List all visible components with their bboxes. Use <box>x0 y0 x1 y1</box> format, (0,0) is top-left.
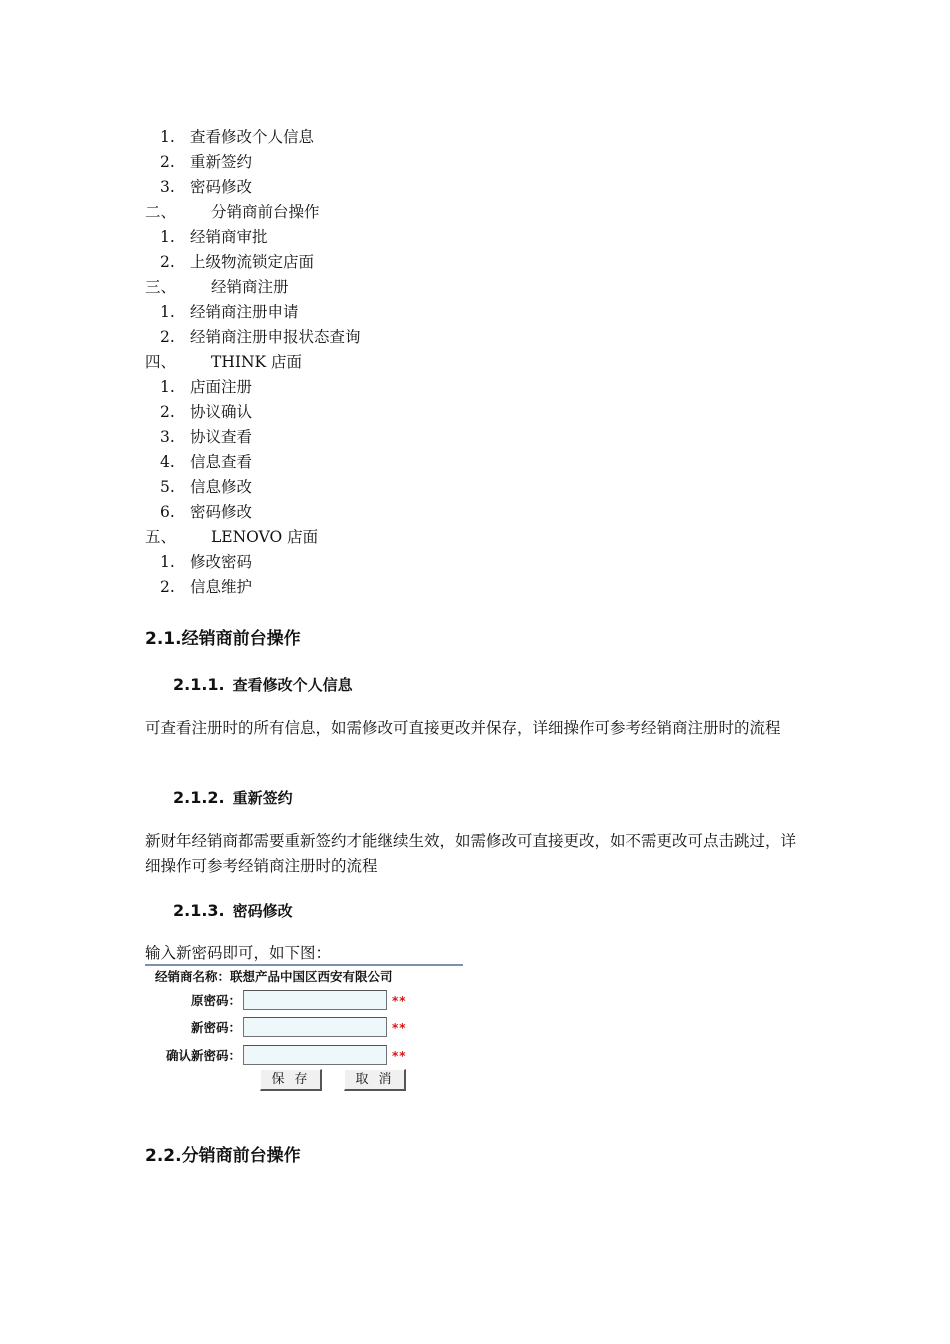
form-divider <box>145 964 463 966</box>
toc-item-label: 信息维护 <box>190 578 253 596</box>
confirm-password-label: 确认新密码： <box>165 1048 241 1063</box>
toc-item-label: 查看修改个人信息 <box>190 128 315 146</box>
toc-item-number: 3. <box>160 428 175 446</box>
cancel-button[interactable]: 取消 <box>344 1069 406 1091</box>
heading-2-1 <box>145 624 301 649</box>
old-password-row <box>145 990 463 1014</box>
toc-item-label: 密码修改 <box>190 178 253 196</box>
toc-section-number: 三、 <box>145 278 177 296</box>
save-button[interactable]: 保存 <box>260 1069 322 1091</box>
dealer-name-value: 联想产品中国区西安有限公司 <box>230 969 393 984</box>
toc-item-label: 店面注册 <box>190 378 253 396</box>
heading-number: 2.1.3. <box>173 901 225 920</box>
toc-item-label: 协议确认 <box>190 403 253 421</box>
toc-item-number: 2. <box>160 153 175 171</box>
dealer-name-label: 经销商名称： <box>155 969 231 984</box>
toc-item-label: 上级物流锁定店面 <box>190 253 315 271</box>
toc-section-number: 二、 <box>145 203 177 221</box>
confirm-password-row <box>145 1045 463 1069</box>
toc-item-label: 信息查看 <box>190 453 253 471</box>
toc-item-number: 4. <box>160 453 175 471</box>
toc-section-title: LENOVO 店面 <box>211 528 319 546</box>
old-password-input[interactable] <box>243 990 387 1010</box>
paragraph-2-1-2: 新财年经销商都需要重新签约才能继续生效，如需修改可直接更改，如不需更改可点击跳过，详细操作可参考经销商注册时的流程 <box>145 832 797 875</box>
toc-item-number: 5. <box>160 478 175 496</box>
toc-item-label: 密码修改 <box>190 503 253 521</box>
heading-number: 2.1.1. <box>173 675 225 694</box>
required-marker: ** <box>392 1049 407 1063</box>
paragraph-2-1-3: 输入新密码即可，如下图： <box>145 944 332 962</box>
old-password-label: 原密码： <box>190 993 241 1008</box>
heading-title: 查看修改个人信息 <box>232 676 353 694</box>
heading-title: 密码修改 <box>232 902 293 920</box>
heading-title: 经销商前台操作 <box>181 629 301 649</box>
toc-item-number: 1. <box>160 128 175 146</box>
toc-item-number: 6. <box>160 503 175 521</box>
heading-2-1-1 <box>173 674 353 695</box>
heading-2-2 <box>145 1141 301 1166</box>
heading-2-1-3 <box>173 900 293 921</box>
dealer-name-row <box>155 967 393 985</box>
required-marker: ** <box>392 1021 407 1035</box>
toc-item-number: 3. <box>160 178 175 196</box>
required-marker: ** <box>392 994 407 1008</box>
heading-number: 2.1.2. <box>173 788 225 807</box>
toc-section-title: 经销商注册 <box>211 278 289 296</box>
toc-item-label: 重新签约 <box>190 153 253 171</box>
heading-number: 2.1. <box>145 629 182 649</box>
new-password-row <box>145 1017 463 1041</box>
password-change-form <box>145 964 463 1096</box>
toc-item-label: 经销商注册申报状态查询 <box>190 328 361 346</box>
toc-section-title: 分销商前台操作 <box>211 203 320 221</box>
toc-section-number: 五、 <box>145 528 177 546</box>
confirm-password-input[interactable] <box>243 1045 387 1065</box>
toc-item-number: 2. <box>160 403 175 421</box>
toc-item-label: 修改密码 <box>190 553 253 571</box>
toc-item-number: 1. <box>160 228 175 246</box>
heading-number: 2.2. <box>145 1146 182 1166</box>
heading-title: 重新签约 <box>232 789 293 807</box>
toc-item-number: 2. <box>160 578 175 596</box>
toc-item-number: 1. <box>160 553 175 571</box>
new-password-label: 新密码： <box>190 1020 241 1035</box>
new-password-input[interactable] <box>243 1017 387 1037</box>
toc-item-label: 经销商注册申请 <box>190 303 299 321</box>
toc-item-number: 2. <box>160 328 175 346</box>
heading-2-1-2 <box>173 787 293 808</box>
toc-item-label: 协议查看 <box>190 428 253 446</box>
toc-section-title: THINK 店面 <box>211 353 303 371</box>
paragraph-2-1-1: 可查看注册时的所有信息，如需修改可直接更改并保存，详细操作可参考经销商注册时的流程 <box>145 719 781 737</box>
heading-title: 分销商前台操作 <box>181 1146 301 1166</box>
toc-item-number: 1. <box>160 378 175 396</box>
toc-section-number: 四、 <box>145 353 177 371</box>
toc-item-number: 1. <box>160 303 175 321</box>
toc-item-label: 信息修改 <box>190 478 253 496</box>
toc-item-number: 2. <box>160 253 175 271</box>
toc-item-label: 经销商审批 <box>190 228 268 246</box>
